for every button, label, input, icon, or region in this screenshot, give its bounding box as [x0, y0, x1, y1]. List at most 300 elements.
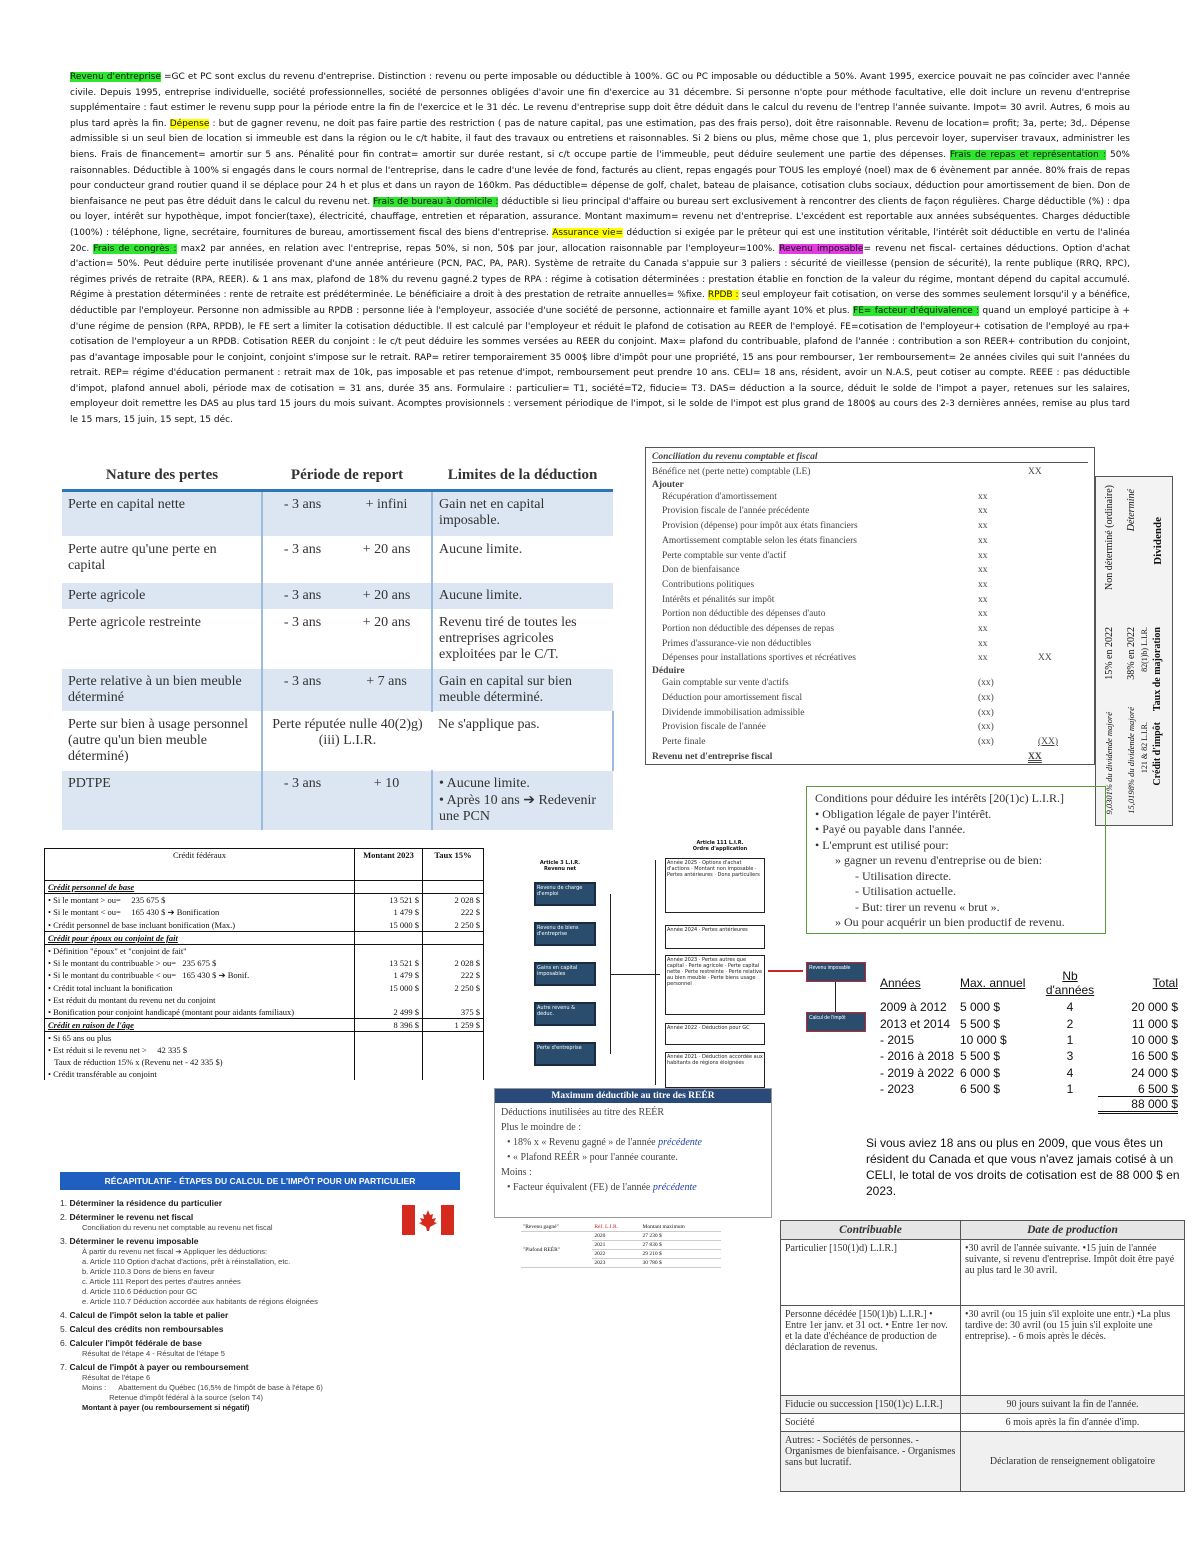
- table-row: [45, 1006, 484, 1019]
- conciliation-line: [652, 593, 1088, 608]
- value: [1038, 706, 1078, 721]
- flow-box: Perte d'entreprise: [534, 1042, 596, 1066]
- text: : but de gagner revenu, ne doit pas faire partie des restriction ( pas de nature capital, pas une estimation, pas des frais perso), doit être raisonnable. Revenu de location= profit; 3a, perte; 3d,. Dépense admissible si un seul bien de location si immeuble est dans la région ou le c/t habite, il faut des travaux ou entretiens et raisonnables. Si 2 biens ou plus, même chose que 1, plus percevoir loyer, superviser travaux, administrer les biens. Frais de financement= amortir sur 5 ans. Pénalité pour fin contrat= amortir sur durée restant, si c/t occupe partie de l'immeuble, peut déduire seulement une partie des dépenses.: [70, 118, 1130, 160]
- celi-note: Si vous aviez 18 ans ou plus en 2009, que vous êtes un résident du Canada et que vous n'avez jamais cotisé à un CELI, le total de vos droits de cotisation est de 88 000 $ en 2023.: [866, 1136, 1180, 1198]
- text: déduction si exigée par le prêteur qui est une institution véritable, l'intérêt soit déductible en vertu de l'alinéa 20c.: [70, 227, 1130, 254]
- cell: Perte réputée nulle 40(2)g)(iii) L.I.R.: [262, 712, 432, 771]
- table-row: [45, 1032, 484, 1045]
- recap-sub: e. Article 110.7 Déduction accordée aux habitants de régions éloignées: [82, 1297, 318, 1306]
- cell: • Définition "époux" et "conjoint de fait": [45, 945, 355, 958]
- recap-sub: c. Article 111 Report des pertes d'autres années: [82, 1277, 241, 1286]
- recap-sub: b. Article 110.3 Dons de biens en faveur: [82, 1267, 215, 1276]
- cell: - 3 ans: [262, 610, 342, 669]
- value: [1038, 720, 1078, 735]
- conciliation-line: [652, 504, 1088, 519]
- flow-title: [660, 840, 780, 852]
- recap-sub: Résultat de l'étape 4 - Résultat de l'étape 5: [82, 1349, 225, 1358]
- highlight-frais-repas: Frais de repas et représentation :: [950, 149, 1106, 160]
- cell: • Si le montant < ou= 165 430 $ ➔ Bonification: [45, 906, 355, 919]
- reer-line: 18% x « Revenu gagné » de l'année: [513, 1137, 659, 1148]
- cell: 2023: [592, 1259, 640, 1268]
- cell: 3: [1066, 1049, 1074, 1064]
- text: seul employeur fait cotisation, on verse des sommes seulement lorsqu'il y a bénéfice, déductible par l'employeur. Personne non admissible au RPDB : personne liée à l'employeur, associée d'une société de personne, actionnaire et famille ayant 10% et plus.: [70, 290, 1131, 316]
- cell: 4: [1066, 1065, 1074, 1080]
- cell: 2013 et 2014: [880, 1016, 951, 1031]
- text: 50% raisonnables. Déductible à 100% si engagés dans le cours normal de l'entreprise, dans le cadre d'une levée de fond, facturés au client, repas engagés pour TOUS les employé (noel) max de 6 évènement par année. 80% frais de repas pour conducteur grand routier quand il se déplace pour 24 h et plus et dans un rayon de 160km. Pas déductible= dépense de golf, chalet, bateau de plaisance, cotisation clubs sociaux, déduction pour amortissement de bien. Don de bienfaisance ne peut pas être déduit dans le calcul du revenu net.: [70, 149, 1130, 207]
- table-row: [62, 583, 613, 610]
- line-values: [978, 549, 1088, 564]
- revenu-imposable-box: Revenu imposable: [806, 962, 866, 982]
- cell: [355, 945, 423, 958]
- cell: 10 000 $: [960, 1033, 1007, 1048]
- cell: • Est réduit du montant du revenu net du conjoint: [45, 994, 355, 1006]
- line-label: Dividende immobilisation admissible: [662, 707, 805, 718]
- recap-sub: Conciliation du revenu net comptable au revenu net fiscal: [82, 1223, 273, 1232]
- recap-step: Calcul de l'impôt à payer ou remboursement: [69, 1362, 249, 1372]
- cell: Perte en capital nette: [62, 491, 262, 537]
- header-periode: Période de report: [262, 462, 432, 491]
- cell: 375 $: [423, 1006, 484, 1019]
- conciliation-line: [652, 534, 1088, 549]
- cell: 5 500 $: [960, 1016, 1001, 1031]
- line-label: Portion non déductible des dépenses d'auto: [662, 609, 826, 620]
- table-row: [45, 945, 484, 958]
- flow-box: Revenu de charge d'emploi: [534, 882, 596, 906]
- line-values: [978, 504, 1088, 519]
- cell: Société: [781, 1414, 961, 1432]
- cell: • Si le montant du contribuable > ou= 235 675 $: [45, 957, 355, 969]
- cell: [423, 1068, 484, 1080]
- conciliation-line: [652, 578, 1088, 593]
- table-row: [62, 537, 613, 583]
- ajouter-list: [652, 490, 1088, 666]
- cell: • Est réduit si le revenu net > 42 335 $: [45, 1044, 355, 1056]
- flow-title-text: Ordre d'application: [692, 846, 748, 852]
- recap-sub: À partir du revenu net fiscal ➔ Appliquer les déductions:: [82, 1247, 268, 1256]
- cell: •30 avril de l'année suivante. •15 juin de l'année suivante, si revenu d'entreprise. Impôt doit être payé au plus tard le 30 avril.: [961, 1240, 1185, 1306]
- line-values: [978, 651, 1088, 666]
- cell: - 3 ans: [262, 491, 342, 537]
- line-label: Provision fiscale de l'année: [662, 722, 766, 733]
- production-table: [780, 1220, 1185, 1492]
- cell: 1: [1066, 1033, 1074, 1048]
- cell: - 2023: [880, 1081, 915, 1096]
- conciliation-line: [652, 735, 1088, 750]
- highlight-frais-bureau: Frais de bureau à domicile :: [373, 196, 499, 207]
- text: =GC et PC sont exclus du revenu d'entreprise. Distinction : revenu ou perte imposable ou déductible à 100%. GC ou PC imposable ou déductible a 50%. Avant 1995, exercice pouvait ne pas coïncider avec l'année civile. Depuis 1995, entreprise individuelle, société professionnelles, société de personnes obligées d'avoir une fin d'exercice au 31 décembre. Si personne n'opte pour méthode facultative, elle doit inclure un revenu d'entreprise supplémentaire : faut estimer le revenu supp pour la période entre la fin de l'exercice et le 31 déc. Le revenu d'entreprise supp doit être déduit dans le calcul du revenu de l'entrep l'année suivante. Impot= 30 avril. Autres, 6 mois au plus tard après la fin.: [70, 72, 1130, 129]
- dividende-row: Déterminé: [1126, 489, 1137, 532]
- line-label: Perte comptable sur vente d'actif: [662, 550, 787, 561]
- value: (xx): [978, 736, 994, 747]
- line-label: Intérêts et pénalités sur impôt: [662, 594, 775, 605]
- line-label: Déduction pour amortissement fiscal: [662, 692, 803, 703]
- cell: Perte agricole: [62, 583, 262, 610]
- value: xx: [978, 506, 988, 517]
- line: Revenu net d'entreprise fiscal: [652, 751, 773, 762]
- conciliation-box: [645, 447, 1095, 765]
- cell: [423, 994, 484, 1006]
- value: (xx): [978, 692, 994, 703]
- table-row: [868, 999, 1178, 1015]
- table-row: [868, 1081, 1178, 1097]
- value: XX: [1028, 751, 1042, 762]
- cell: + 20 ans: [342, 610, 432, 669]
- cell: 5 500 $: [960, 1049, 1001, 1064]
- line-label: Provision (dépense) pour impôt aux états financiers: [662, 521, 858, 532]
- line-values: [978, 706, 1088, 721]
- cell: 5 000 $: [960, 1000, 1001, 1015]
- value: XX: [1028, 467, 1042, 477]
- cell: 6 mois après la fin d'année d'imp.: [961, 1414, 1185, 1432]
- value: xx: [978, 521, 988, 532]
- cell: Réf. L.I.R.: [592, 1223, 640, 1232]
- cell: 13 521 $: [355, 957, 423, 969]
- cell: 4: [1066, 1000, 1074, 1015]
- value: [1038, 691, 1078, 706]
- cell: Perte autre qu'une perte en capital: [62, 537, 262, 583]
- line-values: [978, 519, 1088, 534]
- dividende-table: [1095, 476, 1173, 826]
- recap-step: Déterminer le revenu net fiscal: [69, 1212, 194, 1222]
- flow-box: Gains en capital imposables: [534, 962, 596, 986]
- cell: 2 499 $: [355, 1006, 423, 1019]
- table-row: [62, 771, 613, 831]
- flow-box: Année 2021 · Déduction accordée aux habitants de régions éloignées: [665, 1052, 765, 1088]
- prod-header: Date de production: [961, 1221, 1185, 1240]
- cell: 30 780 $: [640, 1259, 721, 1268]
- line-values: [978, 607, 1088, 622]
- table-row: [62, 610, 613, 669]
- flow-box: Année 2024 · Pertes antérieures: [665, 925, 765, 949]
- cell: [355, 1068, 423, 1080]
- cell: 10 000 $: [1131, 1033, 1178, 1048]
- table-row: [62, 669, 613, 712]
- cell: 16 500 $: [1131, 1049, 1178, 1064]
- table-row: [868, 1048, 1178, 1064]
- flow-box: Autre revenu & déduc.: [534, 1002, 596, 1026]
- conciliation-line: [652, 622, 1088, 637]
- text: = revenu net fiscal- certaines déductions. Option d'achat d'action= 50%. Peut déduire perte inutilisée provenant d'une année antérieure (PCN, PAC, PA, PAR). Système de retraite du Canada s'appuie sur 3 paliers : sécurité de vieillesse (pension de sécurité), la rente publique (RRQ, RPC), régimes privés de retraite (RPA, REER). & 1 ans max, plafond de 18% du revenu gagné.2 types de RPA : régime à cotisation déterminées : prestation établie en fonction de la valeur du régime, montant dépend du capital accumulé. Régime à prestation déterminées : rente de retraite est prédéterminée. Le bénéficiaire a droit à des prestation de retraite annuelles= %fixe.: [70, 243, 1130, 301]
- text: max2 par années, en relation avec l'entreprise, repas 50%, si non, 50$ par jour, allocation raisonnable par l'employeur=100%.: [176, 243, 780, 254]
- conciliation-title: Conciliation du revenu comptable et fiscal: [652, 452, 1088, 463]
- table-row: [45, 1068, 484, 1080]
- value: [1038, 490, 1078, 505]
- reer-emph: précédente: [658, 1137, 702, 1148]
- connector: [835, 982, 836, 1012]
- line-values: [978, 534, 1088, 549]
- highlight-rpdb: RPDB :: [707, 290, 739, 301]
- line-label: Dépenses pour installations sportives et récréatives: [662, 653, 856, 664]
- recap-title: RÉCAPITULATIF - ÉTAPES DU CALCUL DE L'IMPÔT POUR UN PARTICULIER: [60, 1172, 460, 1190]
- table-row: [868, 1032, 1178, 1048]
- section-title: Crédit personnel de base: [45, 881, 355, 894]
- cell: Particulier [150(1)d) L.I.R.]: [781, 1240, 961, 1306]
- col-header: Nb d'années: [1045, 969, 1095, 998]
- cell: Personne décédée [150(1)b) L.I.R.] • Entre 1er janv. et 31 oct. • Entre 1er nov. et la date d'échéance de production de déclaration de revenus.: [781, 1306, 961, 1396]
- cell: 1 479 $: [355, 969, 423, 982]
- sub-bullet: Ou pour acquérir un bien productif de revenu.: [844, 915, 1065, 929]
- cell: 1: [1066, 1081, 1074, 1096]
- cell: + 7 ans: [342, 669, 432, 712]
- sub-bullet: gagner un revenu d'entreprise ou de bien:: [844, 853, 1043, 867]
- sub-bullet: But: tirer un revenu « brut ».: [862, 899, 1000, 914]
- line-label: Primes d'assurance-vie non déductibles: [662, 638, 812, 649]
- recap-step: Calculer l'impôt fédérale de base: [69, 1338, 202, 1348]
- cell: 24 000 $: [1131, 1065, 1178, 1080]
- reer-small-table: [521, 1223, 721, 1268]
- value: [1038, 519, 1078, 534]
- flow-title: [530, 860, 590, 872]
- cell: + 10: [342, 771, 432, 831]
- calcul-impot-box: Calcul de l'impôt: [806, 1012, 866, 1032]
- dividende-row: 9,0301% du dividende majoré: [1104, 712, 1114, 815]
- col-header: Total: [1152, 976, 1178, 991]
- cell: 222 $: [423, 906, 484, 919]
- dividende-title: Dividende: [1152, 517, 1164, 565]
- table-row: [45, 919, 484, 932]
- col-header: Années: [880, 976, 921, 991]
- reer-emph: précédente: [652, 1182, 697, 1193]
- dividende-col: 121 & 82 L.I.R.: [1140, 722, 1149, 774]
- cell: PDTPE: [62, 771, 262, 831]
- table-row: [45, 982, 484, 994]
- cell: - 3 ans: [262, 537, 342, 583]
- cell: [423, 1032, 484, 1045]
- value: [1038, 676, 1078, 691]
- dividende-row: Non déterminé (ordinaire): [1104, 485, 1115, 590]
- sub-bullet: Utilisation directe.: [862, 868, 952, 883]
- flow-box: Année 2025 · Options d'achat d'actions · Montant non imposable · Pertes antérieures · Dons particuliers: [665, 858, 765, 913]
- cell: - 2019 à 2022: [880, 1065, 955, 1080]
- cell: 15 000 $: [355, 982, 423, 994]
- cell: 6 000 $: [960, 1065, 1001, 1080]
- cell: •30 avril (ou 15 juin s'il exploite une entr.) •La plus tardive de: 30 avril (ou 15 juin s'il exploite une entreprise). - 6 mois après le décès.: [961, 1306, 1185, 1396]
- credits-header: Taux 15%: [423, 849, 484, 881]
- conciliation-line: [652, 691, 1088, 706]
- cell: Perte sur bien à usage personnel (autre qu'un bien meuble déterminé): [62, 712, 262, 771]
- table-row: [45, 1044, 484, 1056]
- recap-sub: Retenue d'impôt fédéral à la source (selon T4): [82, 1393, 263, 1402]
- bullet: Payé ou payable dans l'année.: [822, 822, 966, 836]
- cell: • Si le montant > ou= 235 675 $: [45, 894, 355, 907]
- recap-sub: Résultat de l'étape 6: [82, 1373, 151, 1382]
- deduire-label: Déduire: [652, 666, 685, 677]
- dividende-col: 82(1)b) L.I.R.: [1140, 627, 1149, 672]
- value: [1038, 578, 1078, 593]
- deduire-list: [652, 676, 1088, 750]
- cell: 2022: [592, 1250, 640, 1259]
- credits-header: Montant 2023: [355, 849, 423, 881]
- recap-step: Déterminer la résidence du particulier: [69, 1198, 223, 1208]
- cell: 13 521 $: [355, 894, 423, 907]
- table-row: [62, 491, 613, 537]
- recap-sub: Moins : Abattement du Québec (16,5% de l'impôt de base à l'étape 6): [82, 1383, 323, 1392]
- value: xx: [978, 594, 988, 605]
- line-values: [978, 676, 1088, 691]
- line-values: [978, 637, 1088, 652]
- line-label: Gain comptable sur vente d'actifs: [662, 678, 789, 689]
- cell: 90 jours suivant la fin de l'année.: [961, 1396, 1185, 1414]
- cell: 27 830 $: [640, 1241, 721, 1250]
- value: xx: [978, 550, 988, 561]
- section-title: Crédit pour époux ou conjoint de fait: [45, 932, 355, 945]
- value: xx: [978, 638, 988, 649]
- line: Bénéfice net (perte nette) comptable (LE): [652, 467, 811, 477]
- cell: • Aucune limite. • Après 10 ans ➔ Redevenir une PCN: [432, 771, 613, 831]
- value: [1038, 607, 1078, 622]
- conciliation-line: [652, 490, 1088, 505]
- dividende-col: Taux de majoration: [1152, 627, 1163, 712]
- table-row: [868, 1016, 1178, 1032]
- total: 88 000 $: [1098, 1096, 1178, 1114]
- highlight-depense: Dépense: [169, 118, 210, 129]
- cell: "Plafond REÉR": [521, 1232, 592, 1268]
- cell: + infini: [342, 491, 432, 537]
- cell: [423, 1044, 484, 1056]
- cell: 29 210 $: [640, 1250, 721, 1259]
- cell: 27 230 $: [640, 1232, 721, 1241]
- cell: 2 028 $: [423, 894, 484, 907]
- dividende-row: 38% en 2022: [1126, 627, 1137, 680]
- cell: 2: [1066, 1016, 1074, 1031]
- cell: - 3 ans: [262, 583, 342, 610]
- cell: [355, 1032, 423, 1045]
- celi-years-table: [868, 969, 1178, 1113]
- recap-sub: d. Article 110.6 Déduction pour GC: [82, 1287, 198, 1296]
- value: (XX): [1038, 736, 1059, 747]
- line-label: Contributions politiques: [662, 579, 755, 590]
- recap-sub: a. Article 110 Option d'achat d'actions, prêt à réinstallation, etc.: [82, 1257, 291, 1266]
- notes-paragraph: [70, 70, 1130, 429]
- cell: [355, 994, 423, 1006]
- reer-line: Facteur équivalent (FE) de l'année: [513, 1182, 653, 1193]
- cell: - 3 ans: [262, 771, 342, 831]
- limit-text: Aucune limite.: [446, 776, 530, 791]
- conditions-box: Conditions pour déduire les intérêts [20(1)c) L.I.R.] • Obligation légale de payer l'intérêt. • Payé ou payable dans l'année. • L'emprunt est utilisé pour: » gagner un revenu d'entreprise ou de bien: - Utilisation directe. - Utilisation actuelle. - But: tirer un revenu « brut ». » Ou pour acquérir un bien productif de revenu.: [806, 786, 1106, 934]
- value: xx: [978, 565, 988, 576]
- pertes-table: [62, 462, 614, 830]
- cell: + 20 ans: [342, 537, 432, 583]
- prod-header: Contribuable: [781, 1221, 961, 1240]
- cell: 2021: [592, 1241, 640, 1250]
- conciliation-line: [652, 519, 1088, 534]
- cell: • Crédit transférable au conjoint: [45, 1068, 355, 1080]
- cell: Autres: - Sociétés de personnes. - Organismes de bienfaisance. - Organismes sans but lucratif.: [781, 1432, 961, 1492]
- flow-title-text: Article 111 L.I.R.: [696, 840, 744, 846]
- cell: [423, 945, 484, 958]
- value: [1038, 593, 1078, 608]
- value: (xx): [978, 722, 994, 733]
- cell: Déclaration de renseignement obligatoire: [961, 1432, 1185, 1492]
- cell: Gain en capital sur bien meuble déterminé.: [432, 669, 613, 712]
- canada-flag-icon: [402, 1205, 454, 1235]
- table-row: [62, 712, 613, 771]
- cell: - 2016 à 2018: [880, 1049, 955, 1064]
- table-row: [868, 1064, 1178, 1080]
- text: quand un employé participe à + d'une régime de pension (RPA, RPDB), le FE sert a limiter la cotisation déductible. Il est calculé par l'employeur et réduit le plafond de cotisation au REER de l'employé. FE=cotisation de l'employeur+ cotisation de l'employé au rpa+ cotisation de l'employeur a un RPDB. Cotisation REER du conjoint : le c/t peut déduire les sommes versées au REER du conjoint. Max= plafond du contribuable, plafond de l'année : contribution a son REER+ contribution du conjoint, pas d'avantage imposable pour le conjoint, conjoint s'impose sur le retrait. RAP= retirer temporairement 35 000$ libre d'impôt pour une propriété, 15 ans pour rembourser, 1er remboursement= 2e années civiles qui suit l'années du retrait. REP= régime d'éducation permanent : retrait max de 10k, pas imposable et pas retenue d'impot, remboursement peut prendre 10 ans. CELI= 18 ans, résident, avoir un N.A.S, peut cotiser au compte. REEE : pas déductible d'impot, plafond annuel aboli, période max de cotisation = 31 ans, durée 35 ans. Formulaire : particulier= T1, société=T2, fiducie= T3. DAS= déduction a la source, déduit le solde de l'impot a payer, retenues sur les salaires, employeur doit remettre les DAS au plus tard 15 jours du mois suivant. Acomptes provisionnels : versement périodique de l'impot, si le solde de l'impot est plus grand de 1800$ au cours des 2-3 dernières années, remise au plus tard le 15 mars, 15 juin, 15 sept, 15 déc.: [70, 305, 1130, 426]
- line-values: [978, 563, 1088, 578]
- cell: 6 500 $: [960, 1081, 1001, 1096]
- value: [1038, 637, 1078, 652]
- line-values: [978, 490, 1088, 505]
- cell: 2 250 $: [423, 982, 484, 994]
- cell: Aucune limite.: [432, 583, 613, 610]
- value: xx: [978, 609, 988, 620]
- flowchart: [520, 840, 810, 1090]
- cell: 15 000 $: [355, 919, 423, 932]
- highlight-assurance-vie: Assurance vie=: [552, 227, 624, 238]
- cell: Perte relative à un bien meuble déterminé: [62, 669, 262, 712]
- value: XX: [1038, 653, 1052, 664]
- recap-sub: Montant à payer (ou remboursement si négatif): [82, 1403, 250, 1412]
- limit-text: Après 10 ans ➔ Redevenir une PCN: [439, 793, 596, 824]
- table-row: [45, 906, 484, 919]
- conciliation-line: [652, 651, 1088, 666]
- flow-title-text: Revenu net: [543, 866, 577, 872]
- cell: 2020: [592, 1232, 640, 1241]
- cell: - 2015: [880, 1033, 915, 1048]
- dividende-row: 15,0198% du dividende majoré: [1126, 707, 1136, 814]
- connector: [655, 860, 656, 1085]
- reer-line: Moins :: [501, 1167, 532, 1178]
- table-row: [45, 994, 484, 1006]
- cell: 2 028 $: [423, 957, 484, 969]
- line-values: [978, 691, 1088, 706]
- cell: • Bonification pour conjoint handicapé (montant pour aidants familiaux): [45, 1006, 355, 1019]
- dividende-col: Crédit d'impôt: [1152, 722, 1163, 786]
- value: xx: [978, 653, 988, 664]
- cell: 2 250 $: [423, 919, 484, 932]
- value: (xx): [978, 678, 994, 689]
- value: [1038, 622, 1078, 637]
- table-row: [45, 1056, 484, 1068]
- recap-box: RÉCAPITULATIF - ÉTAPES DU CALCUL DE L'IMPÔT POUR UN PARTICULIER 1. Déterminer la résidence du particulier 2. Déterminer le revenu net fiscal Conciliation du revenu net comptable au revenu net fiscal 3. Déterminer le revenu imposable À partir du revenu net fiscal ➔ Appliquer les déductions: a. Article 110 Option d'achat d'actions, prêt à réinstallation, etc. b. Article 110.3 Dons de biens en faveur c. Article 111 Report des pertes d'autres années d. Article 110.6 Déduction pour GC e. Article 110.7 Déduction accordée aux habitants de régions éloignées 4. Calcul de l'impôt selon la table et palier 5. Calcul des crédits non remboursables 6. Calculer l'impôt fédérale de base Résultat de l'étape 4 - Résultat de l'étape 5 7. Calcul de l'impôt à payer ou remboursement Résultat de l'étape 6 Moins : Abattement du Québec (16,5% de l'impôt de base à l'étape 6) Retenue d'impôt fédéral à la source (selon T4) Montant à payer (ou remboursement si négatif): [60, 1172, 460, 1497]
- credits-header: Crédit fédéraux: [45, 849, 355, 881]
- cell: Perte agricole restreinte: [62, 610, 262, 669]
- cell: Taux de réduction 15% x (Revenu net - 42 335 $): [45, 1056, 355, 1068]
- flow-title-text: Article 3 L.I.R.: [539, 860, 581, 866]
- reer-line: « Plafond REÉR » pour l'année courante.: [513, 1152, 678, 1163]
- cell: 1 479 $: [355, 906, 423, 919]
- header-limites: Limites de la déduction: [432, 462, 613, 491]
- cell: [355, 1044, 423, 1056]
- highlight-fe: FE= facteur d'équivalence :: [853, 305, 980, 316]
- ajouter-label: Ajouter: [652, 479, 684, 490]
- conciliation-line: [652, 720, 1088, 735]
- line-values: [978, 720, 1088, 735]
- amount: 1 259 $: [423, 1019, 484, 1032]
- cell: • Si le montant du contribuable < ou= 165 430 $ ➔ Bonif.: [45, 969, 355, 982]
- reer-box: Maximum déductible au titre des REÉR Déductions inutilisées au titre des REÉR Plus le moindre de : • 18% x « Revenu gagné » de l'année précédente • « Plafond REÉR » pour l'année courante. Moins : • Facteur équivalent (FE) de l'année précédente: [494, 1088, 772, 1218]
- conciliation-line: [652, 637, 1088, 652]
- line-values: [978, 593, 1088, 608]
- value: xx: [978, 579, 988, 590]
- recap-step: Calcul de l'impôt selon la table et palier: [69, 1310, 229, 1320]
- cell: • Crédit personnel de base incluant bonification (Max.): [45, 919, 355, 932]
- line-label: Perte finale: [662, 736, 706, 747]
- line-label: Portion non déductible des dépenses de repas: [662, 624, 835, 635]
- flow-box: Année 2022 · Déduction pour GC: [665, 1023, 765, 1045]
- conciliation-line: [652, 706, 1088, 721]
- value: [1038, 504, 1078, 519]
- dividende-row: 15% en 2022: [1104, 627, 1115, 680]
- line-label: Amortissement comptable selon les états financiers: [662, 535, 857, 546]
- section-title: Crédit en raison de l'âge: [45, 1019, 355, 1032]
- credits-table: [44, 848, 484, 1080]
- cell: 222 $: [423, 969, 484, 982]
- text: déductible si lieu principal d'affaire ou bureau sert exclusivement à rencontrer des clients de façon régulières. Charge déductible (%) : dpa ou loyer, intérêt sur hypothèque, impot foncier(taxe), électricité, chauffage, entretien et réparation, assurance. Montant maximum= revenu net d'entreprise. L'excédent est reportable aux années subséquentes. Charges déductible (100%) : téléphone, ligne, secrétaire, fournitures de bureau, amortissement fiscal des biens d'entreprise.: [70, 196, 1130, 238]
- arrow: [768, 970, 803, 972]
